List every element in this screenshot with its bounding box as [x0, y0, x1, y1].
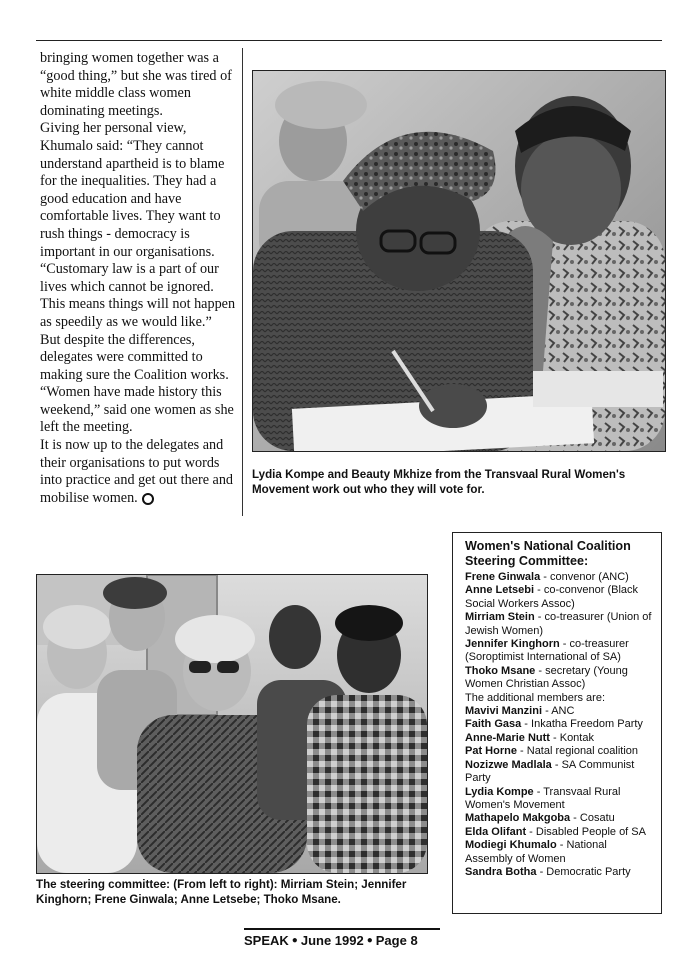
member-name: Mirriam Stein	[465, 611, 535, 624]
page-number: Page 8	[375, 933, 418, 948]
member-entry	[465, 786, 653, 813]
photo-women-voting	[252, 70, 666, 452]
member-role: - ANC	[542, 705, 575, 718]
member-role: - Cosatu	[570, 812, 615, 825]
page-footer	[244, 933, 440, 948]
member-name: Sandra Botha	[465, 865, 537, 878]
member-role: - Kontak	[549, 731, 594, 744]
member-name: Frene Ginwala	[465, 571, 541, 583]
member-name: Nozizwe Madlala	[465, 758, 552, 771]
member-role: - Democratic Party	[536, 865, 631, 878]
member-role: - Inkatha Freedom Party	[521, 718, 643, 731]
member-role: - National Assembly of Women	[465, 839, 607, 865]
member-name: Jennifer Kinghorn	[465, 638, 560, 651]
member-role: - SA Communist Party	[465, 758, 635, 785]
article-paragraph-last	[40, 437, 236, 507]
article-paragraph: It is now up to the delegates and their organisations to put words into practice and get out there and mobilise women.	[40, 437, 234, 506]
member-role: - co-treasurer (Union of Jewish Women)	[465, 611, 652, 637]
member-role: - co-treasurer (Soroptimist International of SA)	[465, 638, 629, 664]
member-name: Lydia Kompe	[465, 785, 534, 798]
top-rule	[36, 40, 662, 41]
article-paragraph: But despite the differences, delegates were committed to making sure the Coalition works.	[40, 331, 229, 383]
member-name: Anne-Marie Nutt	[465, 731, 550, 744]
member-role: - convenor (ANC)	[540, 571, 629, 583]
photo-steering-committee	[36, 574, 428, 874]
member-name: Mavivi Manzini	[465, 705, 543, 718]
box-title: Women's National Coalition Steering Committee:	[465, 539, 631, 568]
member-entry	[465, 826, 653, 839]
member-entry	[465, 571, 653, 584]
article-column	[40, 50, 236, 507]
bullet-icon: ●	[291, 935, 298, 946]
member-entry	[465, 866, 653, 879]
member-role: - co-convenor (Black Social Workers Assoc)	[465, 584, 639, 610]
member-name: Anne Letsebi	[465, 584, 535, 597]
member-entry	[465, 611, 653, 638]
issue-date: June 1992	[300, 933, 364, 948]
additional-label: The additional members are:	[465, 691, 606, 704]
member-role: - secretary (Young Women Christian Assoc)	[465, 664, 628, 691]
article-paragraph: “Women have made history this weekend,” said one women as she left the meeting.	[40, 384, 234, 436]
photo-caption: The steering committee: (From left to right): Mirriam Stein; Jennifer Kinghorn; Frene Ginwala; Anne Letsebe; Thoko Msane.	[36, 878, 407, 906]
member-role: - Disabled People of SA	[526, 825, 646, 838]
member-name: Thoko Msane	[465, 664, 536, 677]
member-entry	[465, 812, 653, 825]
member-entry	[465, 759, 653, 786]
member-entry	[465, 732, 653, 745]
end-mark-icon	[142, 493, 154, 505]
footer-rule	[244, 928, 440, 930]
steering-committee-box	[452, 532, 662, 914]
member-role: - Natal regional coalition	[516, 745, 639, 758]
article-paragraph: bringing women together was a “good thing,” but she was tired of white middle class women dominating meetings.	[40, 50, 232, 119]
member-entry	[465, 638, 653, 665]
bullet-icon: ●	[366, 935, 373, 946]
member-name: Modiegi Khumalo	[465, 839, 557, 852]
article-paragraph: Giving her personal view, Khumalo said: “They cannot understand apartheid is to blame for the inequalities. They had a good education and have comfortable lives. They want to rush things - democracy is important in our organisations. “Customary law is a part of our lives which cannot be ignored. This means things will not happen as speedily as we would like.”	[40, 120, 236, 330]
member-role: - Transvaal Rural Women's Movement	[465, 785, 621, 811]
member-name: Elda Olifant	[465, 825, 527, 838]
member-entry	[465, 584, 653, 611]
member-entry	[465, 745, 653, 758]
photo-caption: Lydia Kompe and Beauty Mkhize from the Transvaal Rural Women's Movement work out who they will vote for.	[252, 468, 626, 496]
member-name: Faith Gasa	[465, 718, 522, 731]
member-name: Mathapelo Makgoba	[465, 812, 571, 825]
column-divider	[242, 48, 243, 516]
magazine-name: SPEAK	[244, 933, 289, 948]
member-entry	[465, 718, 653, 731]
member-entry	[465, 705, 653, 718]
member-entry	[465, 665, 653, 692]
member-entry	[465, 839, 653, 866]
member-name: Pat Horne	[465, 745, 517, 758]
